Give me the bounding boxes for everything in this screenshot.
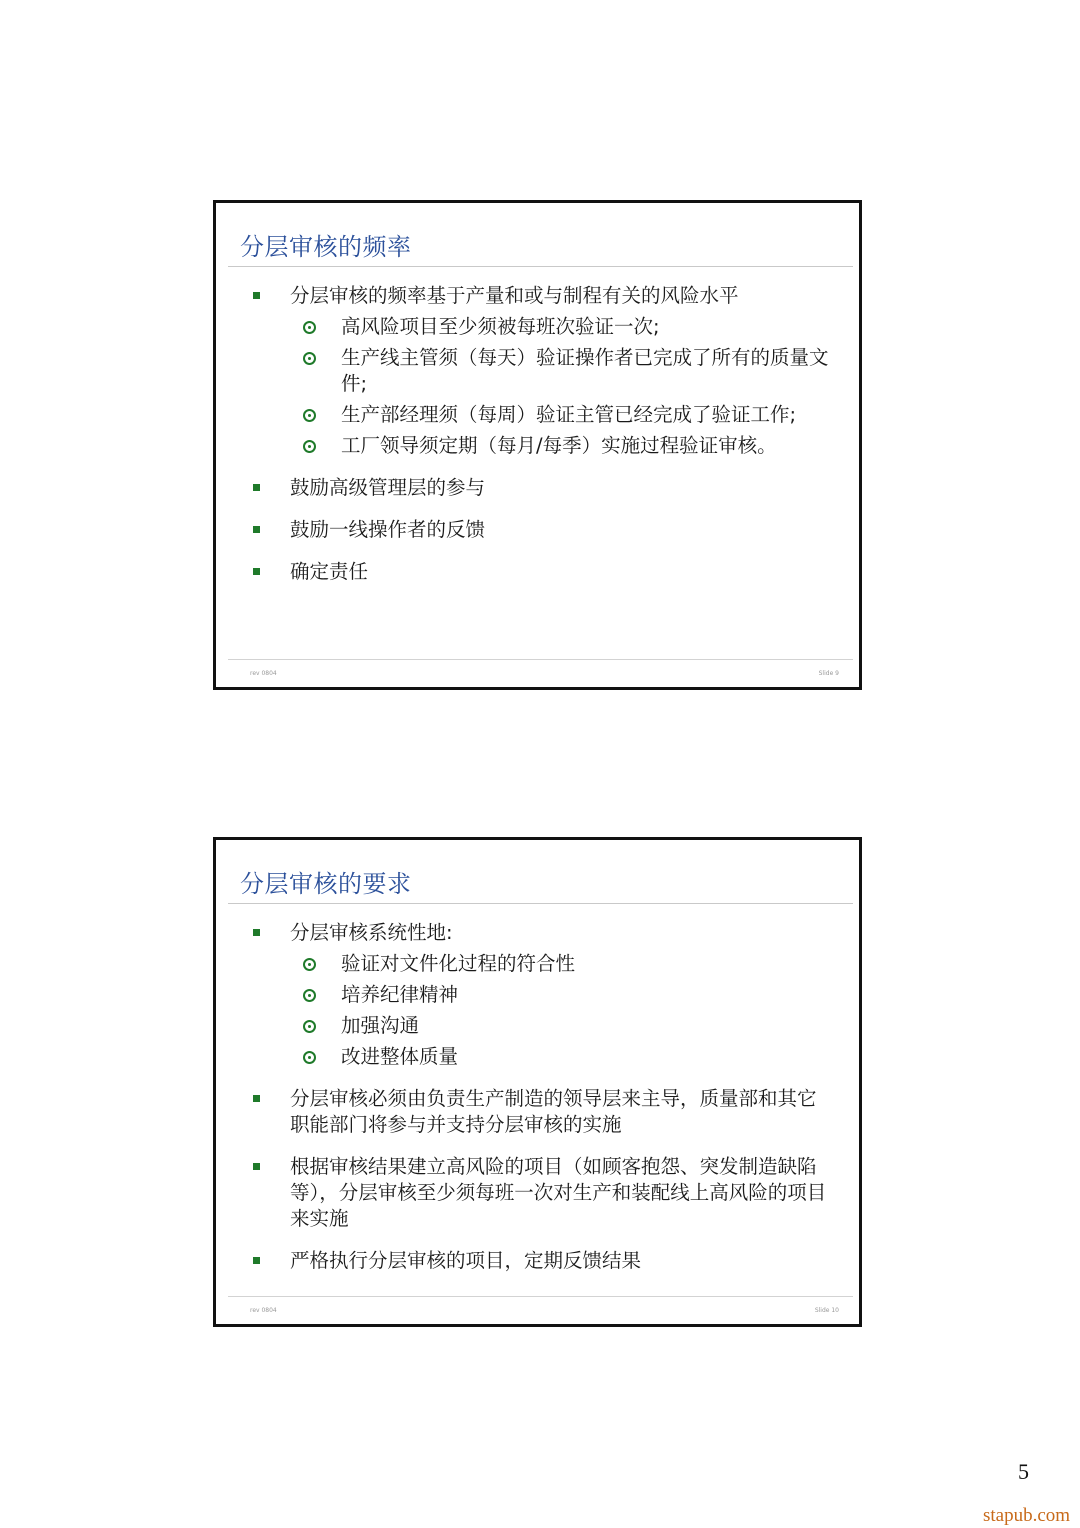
slide-footer-revision: rev 0804 [250, 1307, 277, 1314]
slide-footer-revision: rev 0804 [250, 670, 277, 677]
sub-bullet-text: 验证对文件化过程的符合性 [341, 952, 576, 975]
footer-divider [228, 659, 853, 660]
sub-bullet-item [290, 433, 835, 459]
slide-title: 分层审核的频率 [240, 233, 412, 261]
circle-dot-bullet-icon [303, 352, 316, 365]
square-bullet-icon [253, 929, 260, 936]
circle-dot-bullet-icon [303, 409, 316, 422]
circle-dot-bullet-icon [303, 1051, 316, 1064]
title-divider [228, 266, 853, 267]
slide-title: 分层审核的要求 [240, 870, 412, 898]
square-bullet-icon [253, 292, 260, 299]
sub-bullet-item [290, 1013, 835, 1039]
circle-dot-bullet-icon [303, 958, 316, 971]
slide-footer-number: Slide 9 [818, 670, 839, 677]
sub-bullet-text: 改进整体质量 [341, 1045, 459, 1068]
sub-bullet-text: 生产部经理须（每周）验证主管已经完成了验证工作; [341, 403, 797, 426]
bullet-text: 严格执行分层审核的项目，定期反馈结果 [290, 1249, 642, 1272]
bullet-item [250, 475, 835, 501]
sub-bullet-item [290, 982, 835, 1008]
sub-bullet-text: 生产线主管须（每天）验证操作者已完成了所有的质量文件; [341, 346, 829, 395]
sub-bullet-item [290, 1044, 835, 1070]
bullet-item [250, 559, 835, 585]
footer-divider [228, 1296, 853, 1297]
sub-bullet-item [290, 314, 835, 340]
sub-bullet-text: 培养纪律精神 [341, 983, 459, 1006]
sub-bullet-item [290, 345, 835, 397]
bullet-text: 分层审核的频率基于产量和或与制程有关的风险水平 [290, 284, 739, 307]
title-divider [228, 903, 853, 904]
circle-dot-bullet-icon [303, 440, 316, 453]
square-bullet-icon [253, 526, 260, 533]
slide-requirements [213, 837, 862, 1327]
sub-bullet-text: 高风险项目至少须被每班次验证一次; [341, 315, 660, 338]
bullet-list [250, 920, 835, 1290]
slide-frequency [213, 200, 862, 690]
circle-dot-bullet-icon [303, 1020, 316, 1033]
bullet-item [250, 283, 835, 459]
watermark-text: stapub.com [983, 1505, 1071, 1526]
square-bullet-icon [253, 1163, 260, 1170]
bullet-text: 鼓励一线操作者的反馈 [290, 518, 486, 541]
square-bullet-icon [253, 1257, 260, 1264]
bullet-item [250, 517, 835, 543]
circle-dot-bullet-icon [303, 989, 316, 1002]
sub-bullet-item [290, 951, 835, 977]
bullet-item [250, 920, 835, 1070]
square-bullet-icon [253, 568, 260, 575]
bullet-text: 分层审核必须由负责生产制造的领导层来主导，质量部和其它职能部门将参与并支持分层审核的实施 [290, 1087, 817, 1136]
circle-dot-bullet-icon [303, 321, 316, 334]
bullet-text: 分层审核系统性地: [290, 921, 453, 944]
square-bullet-icon [253, 1095, 260, 1102]
sub-bullet-text: 工厂领导须定期（每月/每季）实施过程验证审核。 [341, 434, 777, 457]
sub-bullet-item [290, 402, 835, 428]
bullet-item [250, 1154, 835, 1232]
sub-bullet-text: 加强沟通 [341, 1014, 420, 1037]
page-number: 5 [1018, 1459, 1029, 1484]
bullet-text: 根据审核结果建立高风险的项目（如顾客抱怨、突发制造缺陷等），分层审核至少须每班一次对生产和装配线上高风险的项目来实施 [290, 1155, 827, 1230]
square-bullet-icon [253, 484, 260, 491]
bullet-item [250, 1086, 835, 1138]
bullet-list [250, 283, 835, 601]
bullet-item [250, 1248, 835, 1274]
bullet-text: 鼓励高级管理层的参与 [290, 476, 486, 499]
sub-bullet-list [290, 314, 835, 459]
slide-footer-number: Slide 10 [814, 1307, 839, 1314]
sub-bullet-list [290, 951, 835, 1070]
bullet-text: 确定责任 [290, 560, 369, 583]
